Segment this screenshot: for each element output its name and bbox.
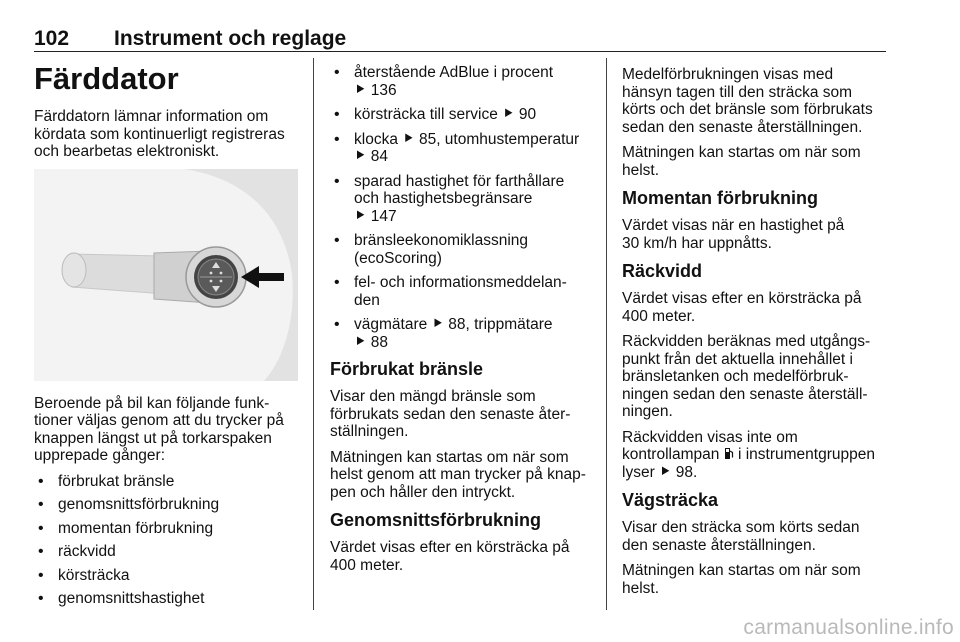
list-item: • förbrukat bränsle [34, 473, 298, 491]
list-item: • återstående AdBlue i procent ⯈ 136 [330, 64, 592, 99]
function-list-continued [330, 64, 592, 351]
paragraph: Mätningen kan startas om när som helst. [622, 562, 861, 597]
list-item: • bränsleekonomiklassning (ecoScoring) [330, 232, 592, 267]
column-divider-1 [313, 58, 314, 610]
column-2 [330, 64, 592, 582]
page-number: 102 [34, 27, 70, 50]
paragraph: Mätningen kan startas om när som helst. [622, 144, 861, 179]
list-item: • momentan förbrukning [34, 520, 298, 538]
section-title: Instrument och reglage [114, 27, 347, 50]
wiper-lever-illustration [34, 169, 298, 381]
column-1 [34, 60, 298, 614]
intro-paragraph: Färddatorn lämnar information om kördata som kontinuerligt registreras och bearbetas elektroniskt. [34, 108, 285, 160]
header-rule [34, 51, 886, 52]
list-item: • körsträcka [34, 567, 298, 585]
section-heading: Momentan förbrukning [622, 188, 818, 208]
paragraph: Räckvidden beräknas med utgångs- punkt från det aktuella innehållet i bränsletanken och medelförbruk- ningen sedan den senaste återställ- ningen. [622, 333, 871, 420]
function-select-paragraph: Beroende på bil kan följande funk- tioner väljas genom att du trycker på knappen längst ut på torkarspaken upprepade gånger: [34, 394, 284, 464]
paragraph-text: Räckvidden visas inte om kontrollampan [622, 428, 798, 463]
column-divider-2 [606, 58, 607, 610]
page-title: Färddator [34, 61, 179, 96]
list-item: • sparad hastighet för farthållare och hastighetsbegränsare ⯈ 147 [330, 173, 592, 226]
paragraph [622, 429, 888, 482]
paragraph: Medelförbrukningen visas med hänsyn tagen till den sträcka som körts och det bränsle som förbrukats sedan den senaste återställningen. [622, 66, 873, 136]
list-item: • fel- och informationsmeddelan- den [330, 274, 592, 309]
list-item: • klocka ⯈ 85, utomhustemperatur ⯈ 84 [330, 131, 592, 166]
paragraph-text: i instrumentgruppen lyser ⯈ 98. [622, 446, 875, 481]
column-3 [622, 66, 888, 605]
list-item: • vägmätare ⯈ 88, trippmätare ⯈ 88 [330, 316, 592, 351]
paragraph: Värdet visas när en hastighet på 30 km/h har uppnåtts. [622, 217, 845, 252]
list-item: • genomsnittsförbrukning [34, 496, 298, 514]
section-heading: Genomsnittsförbrukning [330, 510, 541, 530]
function-list [34, 473, 298, 608]
list-item: • körsträcka till service ⯈ 90 [330, 106, 592, 124]
paragraph: Visar den mängd bränsle som förbrukats sedan den senaste åter- ställningen. [330, 388, 571, 440]
page-header [34, 27, 886, 53]
paragraph: Värdet visas efter en körsträcka på 400 meter. [330, 539, 570, 574]
section-heading: Vägsträcka [622, 490, 719, 510]
paragraph: Visar den sträcka som körts sedan den senaste återställningen. [622, 519, 860, 554]
fuel-pump-icon [724, 447, 734, 460]
list-item: • genomsnittshastighet [34, 590, 298, 608]
paragraph: Värdet visas efter en körsträcka på 400 meter. [622, 290, 862, 325]
watermark: carmanualsonline.info [743, 616, 954, 639]
section-heading: Förbrukat bränsle [330, 359, 484, 379]
list-item: • räckvidd [34, 543, 298, 561]
paragraph: Mätningen kan startas om när som helst genom att man trycker på knap- pen och håller den intryckt. [330, 448, 586, 501]
section-heading: Räckvidd [622, 261, 703, 281]
